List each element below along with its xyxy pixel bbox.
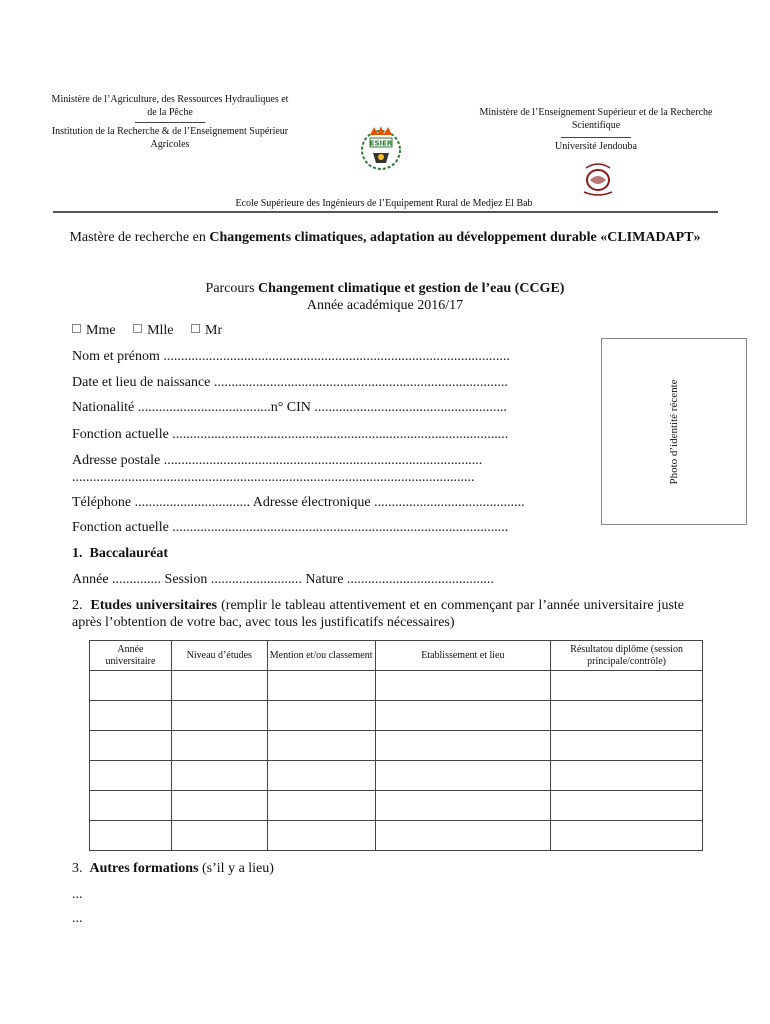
title-bold: Changements climatiques, adaptation au développement durable «CLIMADAPT» xyxy=(209,230,701,245)
table-cell[interactable] xyxy=(90,671,172,701)
table-cell[interactable] xyxy=(171,761,267,791)
section-title: Autres formations xyxy=(89,861,199,876)
table-cell[interactable] xyxy=(551,761,703,791)
section-suffix: (s’il y a lieu) xyxy=(198,861,274,876)
civility-options xyxy=(72,323,236,339)
parcours xyxy=(60,280,710,314)
table-cell[interactable] xyxy=(267,791,375,821)
table-cell[interactable] xyxy=(267,731,375,761)
table-cell[interactable] xyxy=(267,761,375,791)
section-number: 2. xyxy=(72,598,83,613)
divider xyxy=(561,137,631,138)
checkbox-icon[interactable] xyxy=(191,324,200,333)
table-row xyxy=(90,731,703,761)
column-header: Niveau d’études xyxy=(171,641,267,671)
table-cell[interactable] xyxy=(551,671,703,701)
section-autres-heading xyxy=(72,861,274,877)
civility-label: Mr xyxy=(205,323,223,338)
autres-line-1[interactable]: ... xyxy=(72,887,83,902)
table-cell[interactable] xyxy=(171,791,267,821)
program-title xyxy=(60,229,710,246)
section-instructions: (remplir le tableau attentivement et en commençant par l’année universitaire juste après l’obtention de votre bac, avec tous les justificatifs nécessaires) xyxy=(72,598,685,630)
header-left xyxy=(50,93,290,151)
table-header-row xyxy=(90,641,703,671)
divider xyxy=(135,122,205,123)
table-cell[interactable] xyxy=(171,701,267,731)
table-cell[interactable] xyxy=(375,701,551,731)
table-cell[interactable] xyxy=(267,671,375,701)
section-title: Etudes universitaires xyxy=(90,598,218,613)
photo-box xyxy=(601,338,747,525)
field-adresse-suite[interactable]: ................................................................................................................... xyxy=(72,470,475,485)
university-logo-icon xyxy=(578,160,618,196)
table-cell[interactable] xyxy=(267,821,375,851)
header-right xyxy=(478,106,714,153)
civility-mlle[interactable] xyxy=(133,323,173,338)
column-header: Mention et/ou classement xyxy=(267,641,375,671)
table-cell[interactable] xyxy=(90,821,172,851)
civility-label: Mme xyxy=(86,323,116,338)
table-row xyxy=(90,671,703,701)
section-etudes xyxy=(72,597,684,631)
logo-text: ESIER xyxy=(369,139,393,148)
table-cell[interactable] xyxy=(375,731,551,761)
table-cell[interactable] xyxy=(551,701,703,731)
table-cell[interactable] xyxy=(551,731,703,761)
parcours-prefix: Parcours xyxy=(205,281,259,296)
table-row xyxy=(90,701,703,731)
right-university: Université Jendouba xyxy=(555,141,637,152)
table-cell[interactable] xyxy=(375,761,551,791)
table-row xyxy=(90,821,703,851)
table-cell[interactable] xyxy=(551,791,703,821)
table-cell[interactable] xyxy=(375,821,551,851)
title-prefix: Mastère de recherche en xyxy=(69,230,210,245)
left-ministry: Ministère de l’Agriculture, des Ressources Hydrauliques et de la Pêche xyxy=(51,94,289,118)
table-cell[interactable] xyxy=(90,761,172,791)
field-adresse[interactable]: Adresse postale ........................................................................................... xyxy=(72,453,483,468)
field-bac[interactable]: Année .............. Session .......................... Nature .......................................... xyxy=(72,572,494,587)
table-cell[interactable] xyxy=(171,821,267,851)
section-number: 1. xyxy=(72,546,83,561)
table-row xyxy=(90,761,703,791)
field-date-naissance[interactable]: Date et lieu de naissance .................................................................................... xyxy=(72,375,508,390)
autres-line-2[interactable]: ... xyxy=(72,911,83,926)
table-cell[interactable] xyxy=(375,671,551,701)
checkbox-icon[interactable] xyxy=(72,324,81,333)
civility-mr[interactable] xyxy=(191,323,222,338)
photo-label: Photo d’identité récente xyxy=(668,378,680,485)
table-cell[interactable] xyxy=(90,701,172,731)
civility-mme[interactable] xyxy=(72,323,116,338)
section-bac-heading xyxy=(72,546,168,562)
left-institution: Institution de la Recherche & de l’Enseignement Supérieur Agricoles xyxy=(51,126,289,150)
section-title: Baccalauréat xyxy=(89,546,169,561)
table-cell[interactable] xyxy=(375,791,551,821)
table-cell[interactable] xyxy=(171,671,267,701)
column-header: Etablissement et lieu xyxy=(375,641,551,671)
field-telephone-email[interactable]: Téléphone ................................. Adresse électronique ........................................... xyxy=(72,495,525,510)
table-row xyxy=(90,791,703,821)
table-cell[interactable] xyxy=(267,701,375,731)
table-cell[interactable] xyxy=(551,821,703,851)
column-header: Année universitaire xyxy=(90,641,172,671)
table-cell[interactable] xyxy=(171,731,267,761)
table-cell[interactable] xyxy=(90,791,172,821)
school-name: Ecole Supérieure des Ingénieurs de l’Equipement Rural de Medjez El Bab xyxy=(235,198,533,209)
field-nom[interactable]: Nom et prénom ................................................................................................... xyxy=(72,349,510,364)
field-fonction[interactable]: Fonction actuelle ................................................................................................ xyxy=(72,427,509,442)
field-fonction-2[interactable]: Fonction actuelle ................................................................................................ xyxy=(72,520,509,535)
academic-year: Année académique 2016/17 xyxy=(306,298,464,313)
column-header: Résultatou diplôme (session principale/contrôle) xyxy=(551,641,703,671)
parcours-name: Changement climatique et gestion de l’eau (CCGE) xyxy=(258,281,565,296)
field-nationalite-cin[interactable]: Nationalité ......................................n° CIN ....................................................... xyxy=(72,400,507,415)
checkbox-icon[interactable] xyxy=(133,324,142,333)
right-ministry: Ministère de l’Enseignement Supérieur et de la Recherche Scientifique xyxy=(479,107,713,131)
studies-table xyxy=(89,640,703,851)
header-divider xyxy=(53,211,718,213)
civility-label: Mlle xyxy=(147,323,174,338)
table-cell[interactable] xyxy=(90,731,172,761)
esier-logo-icon xyxy=(356,123,406,173)
section-number: 3. xyxy=(72,861,83,876)
